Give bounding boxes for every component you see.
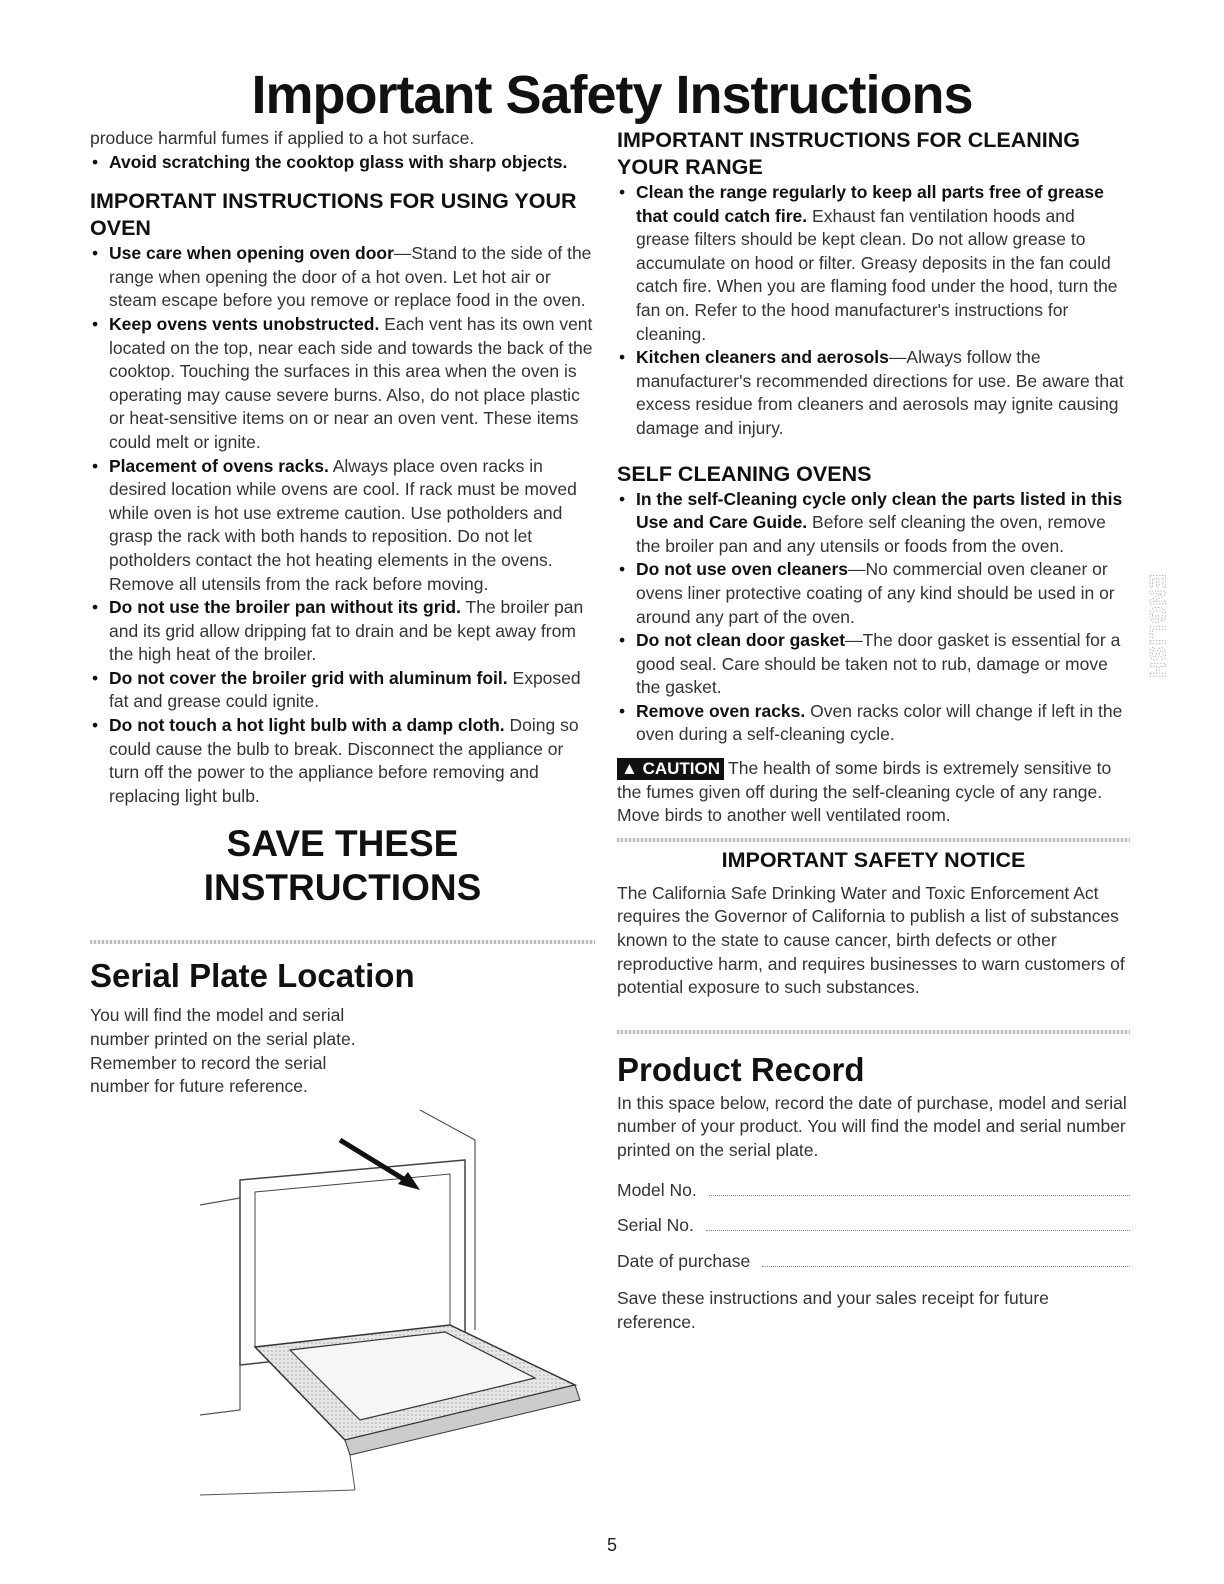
divider <box>90 940 595 944</box>
page-number: 5 <box>606 1535 617 1555</box>
list-item-text: Doing so could cause the bulb to break. Disconnect the appliance or turn off the power to the appliance before removing and replacing light bulb. <box>109 715 579 806</box>
list-item-title: Remove oven racks. <box>636 700 806 721</box>
self-cleaning-heading: SELF CLEANING OVENS <box>617 461 872 486</box>
list-item-text: Always follow the manufacturer's recommended directions for use. Be aware that excess residue from cleaners and aerosols may ignite causing damage and injury. <box>636 347 1124 438</box>
carryover-text: produce harmful fumes if applied to a hot surface. <box>90 128 475 148</box>
list-item-text: Always place oven racks in desired location while ovens are cool. If rack must be moved while oven is hot use extreme caution. Use potholders and grasp the rack with both hands to reposition. Do not let potholders contact the hot heating elements in the ovens. Remove all utensils from the rack before moving. <box>109 455 577 594</box>
warning-triangle-icon: ▲ <box>621 759 638 779</box>
list-item-title: Do not use oven cleaners <box>636 559 849 580</box>
list-item-text: The broiler pan and its grid allow dripping fat to drain and be kept away from the high heat of the broiler. <box>109 597 584 665</box>
oven-instructions-list <box>90 242 595 808</box>
serial-plate-text: You will find the model and serial number printed on the serial plate. Remember to record the serial number for future reference. <box>90 1005 356 1097</box>
list-item-title: Placement of ovens racks. <box>109 455 329 476</box>
serial-plate-heading: Serial Plate Location <box>90 957 415 995</box>
serial-number-field <box>617 1212 1130 1238</box>
list-item-text: Before self cleaning the oven, remove the broiler pan and any utensils or foods from the oven. <box>636 512 1106 556</box>
list-item-title: Use care when opening oven door <box>109 243 394 264</box>
side-tab-label: ENGLISH <box>1145 574 1170 679</box>
list-item-text: Each vent has its own vent located on the top, near each side and towards the back of the cooktop. Touching the surfaces in this area when the oven is operating may cause severe burns. Also, do not place plastic or heat-sensitive items on or near an oven vent. These items could melt or ignite. <box>109 313 593 452</box>
oven-instructions-heading: IMPORTANT INSTRUCTIONS FOR USING YOUR OVEN <box>90 189 577 241</box>
caution-text: The health of some birds is extremely sensitive to the fumes given off during the self-cleaning cycle of any range. Move birds to another well ventilated room. <box>617 758 1112 826</box>
list-item-separator: — <box>888 347 907 368</box>
list-item-text: No commercial oven cleaner or ovens liner protective coating of any kind should be used in or around any part of the oven. <box>636 559 1115 627</box>
list-item <box>617 181 1130 346</box>
list-item-text: Exposed fat and grease could ignite. <box>109 667 581 712</box>
model-number-label: Model No. <box>617 1179 697 1200</box>
list-item <box>90 596 595 667</box>
list-item <box>90 151 595 175</box>
list-item <box>90 667 595 714</box>
caution-label: CAUTION <box>642 759 721 779</box>
safety-notice-heading: IMPORTANT SAFETY NOTICE <box>721 847 1026 872</box>
list-item <box>617 629 1130 700</box>
cleaning-instructions-heading: IMPORTANT INSTRUCTIONS FOR CLEANING YOUR RANGE <box>617 128 1081 179</box>
list-item-separator: — <box>845 630 863 651</box>
list-item-separator: — <box>393 243 412 264</box>
oven-cavity-inner <box>255 1174 450 1347</box>
list-item <box>617 700 1130 747</box>
oven-illustration <box>195 1110 595 1505</box>
serial-number-label: Serial No. <box>617 1215 694 1236</box>
list-item <box>90 714 595 808</box>
range-side <box>200 1198 240 1415</box>
list-item-title: Do not touch a hot light bulb with a damp cloth. <box>109 715 505 736</box>
list-item <box>90 313 595 455</box>
product-record-text: In this space below, record the date of purchase, model and serial number of your product. You will find the model and serial number printed on the serial plate. <box>617 1092 1127 1160</box>
purchase-date-label: Date of purchase <box>617 1250 751 1271</box>
list-item-title: Do not clean door gasket <box>636 630 846 651</box>
language-side-tab <box>1128 572 1170 722</box>
product-record-heading: Product Record <box>617 1050 865 1088</box>
list-item-title: In the self-Cleaning cycle only clean the parts listed in this Use and Care Guide. <box>636 488 1123 533</box>
list-item-text: Stand to the side of the range when opening the door of a hot oven. Let hot air or steam escape before you remove or replace food in the oven. <box>109 243 592 311</box>
list-item-text: Exhaust fan ventilation hoods and grease filters should be kept clean. Do not allow grease to accumulate on hood or filter. Greasy deposits in the fan could catch fire. When you are flaming food under the hood, turn the fan on. Refer to the hood manufacturer's instructions for cleaning. <box>636 205 1118 344</box>
model-number-line <box>709 1177 1130 1196</box>
save-receipt-text: Save these instructions and your sales receipt for future reference. <box>617 1288 1049 1332</box>
list-item-title: Keep ovens vents unobstructed. <box>109 313 380 334</box>
list-item <box>617 558 1130 629</box>
right-column <box>617 127 1130 1335</box>
purchase-date-field <box>617 1248 1130 1274</box>
safety-notice-text: The California Safe Drinking Water and Toxic Enforcement Act requires the Governor of California to publish a list of substances known to the state to cause cancer, birth defects or other reproductive harm, and requires businesses to warn customers of potential exposure to such substances. <box>617 882 1125 998</box>
purchase-date-line <box>762 1248 1130 1267</box>
caution-paragraph <box>617 757 1130 828</box>
list-item <box>617 488 1130 559</box>
cooktop-list <box>90 151 595 175</box>
model-number-field <box>617 1177 1130 1203</box>
divider <box>617 838 1130 842</box>
list-item-title: Clean the range regularly to keep all parts free of grease that could catch fire. <box>636 182 1104 226</box>
list-item <box>90 455 595 597</box>
cooktop-bullet: Avoid scratching the cooktop glass with sharp objects. <box>109 151 568 172</box>
list-item-title: Kitchen cleaners and aerosols <box>636 347 889 368</box>
list-item-title: Do not cover the broiler grid with aluminum foil. <box>109 667 508 688</box>
list-item <box>90 242 595 313</box>
list-item-text: The door gasket is essential for a good seal. Care should be taken not to rub, damage or move the gasket. <box>636 630 1121 698</box>
list-item <box>617 346 1130 440</box>
save-instructions-heading: SAVE THESE INSTRUCTIONS <box>203 823 482 909</box>
cleaning-instructions-list <box>617 181 1130 441</box>
serial-number-line <box>706 1212 1130 1231</box>
list-item-title: Do not use the broiler pan without its grid. <box>109 597 461 618</box>
list-item-text: Oven racks color will change if left in the oven during a self-cleaning cycle. <box>636 700 1123 745</box>
self-cleaning-list <box>617 488 1130 748</box>
page-title: Important Safety Instructions <box>251 65 973 125</box>
left-column <box>90 127 595 1099</box>
list-item-separator: — <box>848 559 866 580</box>
divider <box>617 1030 1130 1034</box>
caution-badge <box>617 758 724 780</box>
